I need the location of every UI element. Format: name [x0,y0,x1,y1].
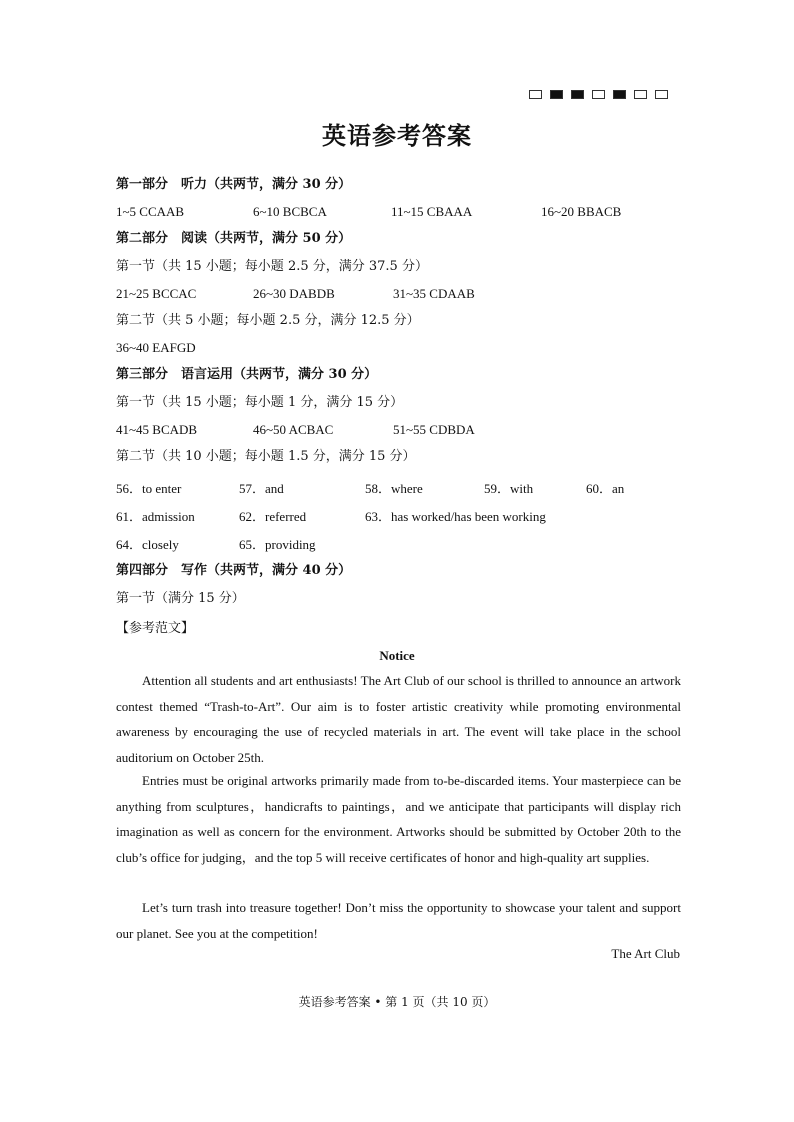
part3-section1-answers-row [116,422,696,440]
part3-section2-answers-row [116,506,696,524]
answer-group: 26~30 DABDB [253,286,335,301]
essay-signature: The Art Club [611,946,680,961]
answer-item: 65．providing [239,537,316,552]
answer-group: 51~55 CDBDA [393,422,475,437]
part3-heading: 第三部分 语言运用（共两节，满分 30 分） [116,367,378,382]
answer-item: 60．an [586,481,625,496]
answer-group: 21~25 BCCAC [116,286,197,301]
answer-group: 36~40 EAFGD [116,340,196,355]
answer-group: 1~5 CCAAB [116,204,185,219]
part1-heading: 第一部分 听力（共两节，满分 30 分） [116,177,352,192]
page-title: 英语参考答案 [322,121,472,150]
answer-item: 63．has worked/has been working [365,509,546,524]
sample-essay-label: 【参考范文】 [116,621,195,636]
essay-paragraph: Entries must be original artworks primarily made from to-be-discarded items. Your masterpiece can be anything from sculptures，handicrafts to paintings，and we anticipate that participants will display rich imagination as well as concern for the environment. Artworks should be submitted by October 20th to the club’s office for judging，and the top 5 will receive certificates of honor and high-quality art supplies. [116,773,681,865]
answer-item: 58．where [365,481,423,496]
part3-section2-answers-row [116,478,696,496]
answer-group: 16~20 BBACB [541,204,622,219]
header-mark [634,90,647,99]
essay-title: Notice [379,648,415,663]
answer-item: 56．to enter [116,481,182,496]
answer-group: 46~50 ACBAC [253,422,334,437]
part4-heading: 第四部分 写作（共两节，满分 40 分） [116,563,352,578]
part4-section1-heading: 第一节（满分 15 分） [116,591,245,606]
header-mark [529,90,542,99]
header-mark [571,90,584,99]
part3-section2-heading: 第二节（共 10 小题；每小题 1.5 分，满分 15 分） [116,449,416,464]
part3-section1-heading: 第一节（共 15 小题；每小题 1 分，满分 15 分） [116,395,404,410]
answer-group: 6~10 BCBCA [253,204,327,219]
page-footer: 英语参考答案 • 第 1 页（共 10 页） [298,995,496,1009]
header-mark [655,90,668,99]
answer-item: 61．admission [116,509,195,524]
answer-item: 57．and [239,481,284,496]
answer-item: 64．closely [116,537,179,552]
part2-section1-heading: 第一节（共 15 小题；每小题 2.5 分，满分 37.5 分） [116,259,428,274]
answer-group: 31~35 CDAAB [393,286,475,301]
part2-section2-answers-row [116,340,696,358]
part2-section2-heading: 第二节（共 5 小题；每小题 2.5 分，满分 12.5 分） [116,313,420,328]
answer-group: 11~15 CBAAA [391,204,473,219]
header-mark [592,90,605,99]
part1-answers-row [116,204,696,222]
essay-paragraph: Attention all students and art enthusiasts! The Art Club of our school is thrilled to announce an artwork contest themed “Trash-to-Art”. Our aim is to foster artistic creativity while promoting environmental awareness by encouraging the use of recycled materials in art. The event will take place in the school auditorium on October 25th. [116,673,681,765]
header-mark [613,90,626,99]
part3-section2-answers-row [116,534,696,552]
answer-group: 41~45 BCADB [116,422,198,437]
part2-heading: 第二部分 阅读（共两节，满分 50 分） [116,231,352,246]
essay-paragraph: Let’s turn trash into treasure together! Don’t miss the opportunity to showcase your talent and support our planet. See you at the competition! [116,900,681,941]
header-mark [550,90,563,99]
part2-section1-answers-row [116,286,696,304]
answer-item: 62．referred [239,509,307,524]
answer-item: 59．with [484,481,534,496]
header-marks [529,90,668,99]
